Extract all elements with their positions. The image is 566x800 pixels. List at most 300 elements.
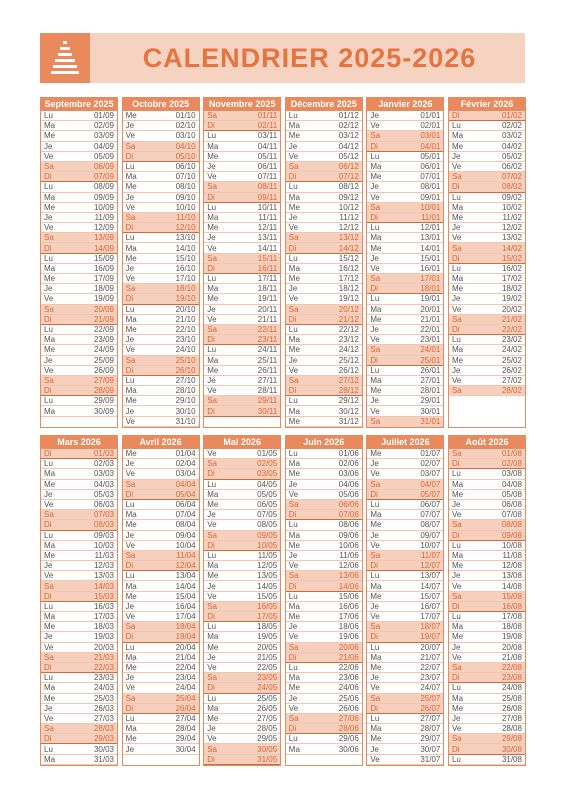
date-label: 20/08 <box>501 642 522 652</box>
weekday-label: Je <box>451 294 461 304</box>
day-row <box>204 744 280 754</box>
day-row <box>286 335 362 345</box>
date-label: 12/12 <box>338 223 359 233</box>
weekday-label: Me <box>207 500 219 510</box>
day-row <box>286 744 362 754</box>
weekday-label: Lu <box>125 642 135 652</box>
date-label: 03/01 <box>420 131 441 141</box>
day-row <box>123 264 199 274</box>
date-label: 13/05 <box>257 571 278 581</box>
weekday-label: Lu <box>207 479 217 489</box>
day-row <box>449 469 525 479</box>
date-label: 26/09 <box>93 365 114 375</box>
date-label: 12/04 <box>175 561 196 571</box>
date-label: 27/07 <box>420 713 441 723</box>
weekday-label: Lu <box>207 622 217 632</box>
weekday-label: Je <box>207 724 216 734</box>
date-label: 22/01 <box>420 325 441 335</box>
day-row <box>204 581 280 591</box>
weekday-label: Di <box>370 355 378 365</box>
weekday-label: Di <box>288 510 297 520</box>
day-row <box>123 315 199 325</box>
day-row <box>286 622 362 632</box>
weekday-label: Me <box>44 622 56 632</box>
weekday-label: Sa <box>451 314 462 324</box>
day-row <box>449 366 525 376</box>
date-label: 09/02 <box>501 192 522 202</box>
day-row <box>449 704 525 714</box>
date-label: 12/07 <box>420 561 441 571</box>
date-label: 06/01 <box>420 162 441 172</box>
date-label: 05/12 <box>338 151 359 161</box>
date-label: 24/06 <box>338 683 359 693</box>
date-label: 16/08 <box>501 601 522 611</box>
day-row <box>204 469 280 479</box>
day-row <box>41 366 117 376</box>
date-label: 26/10 <box>175 365 196 375</box>
weekday-label: Di <box>207 469 215 479</box>
weekday-label: Ma <box>125 510 137 520</box>
date-label: 30/09 <box>93 406 114 416</box>
weekday-label: Sa <box>44 375 54 385</box>
weekday-label: Lu <box>288 520 298 530</box>
day-row <box>367 193 443 203</box>
day-row <box>123 284 199 294</box>
date-label: 15/10 <box>175 253 196 263</box>
date-label: 08/11 <box>257 182 278 192</box>
date-label: 11/04 <box>176 550 196 560</box>
day-row <box>41 111 117 121</box>
day-row <box>286 714 362 724</box>
date-label: 14/03 <box>93 581 114 591</box>
date-label: 29/09 <box>93 396 114 406</box>
day-row <box>41 469 117 479</box>
weekday-label: Ve <box>125 416 135 426</box>
day-row <box>41 561 117 571</box>
day-row <box>123 366 199 376</box>
weekday-label: Je <box>370 673 379 683</box>
day-row <box>204 632 280 642</box>
date-label: 17/01 <box>420 274 441 284</box>
weekday-label: Lu <box>370 571 380 581</box>
month-name: Août 2026 <box>449 436 525 449</box>
day-row <box>204 172 280 182</box>
day-row <box>286 406 362 416</box>
day-row <box>204 734 280 744</box>
day-row <box>123 172 199 182</box>
date-label: 07/09 <box>93 172 114 182</box>
day-row <box>286 643 362 653</box>
date-label: 29/03 <box>93 734 114 744</box>
day-row <box>449 653 525 663</box>
day-row <box>123 121 199 131</box>
weekday-label: Sa <box>451 172 462 182</box>
weekday-label: Ve <box>44 571 54 581</box>
weekday-label: Me <box>44 274 56 284</box>
weekday-label: Sa <box>288 642 299 652</box>
weekday-label: Me <box>288 131 300 141</box>
date-label: 06/02 <box>501 162 522 172</box>
weekday-label: Me <box>288 540 300 550</box>
day-row <box>123 459 199 469</box>
weekday-label: Di <box>44 734 52 744</box>
date-label: 04/01 <box>420 141 441 151</box>
date-label: 13/09 <box>93 233 114 243</box>
day-row <box>41 193 117 203</box>
weekday-label: Me <box>288 345 300 355</box>
empty-row <box>41 417 117 427</box>
month-column <box>122 97 200 428</box>
day-row <box>204 223 280 233</box>
date-label: 23/09 <box>93 335 114 345</box>
weekday-label: Ma <box>44 612 56 622</box>
date-label: 31/12 <box>338 416 359 426</box>
weekday-label: Lu <box>207 345 217 355</box>
date-label: 16/02 <box>501 263 522 273</box>
date-label: 28/12 <box>338 386 359 396</box>
month-column <box>366 435 444 766</box>
date-label: 28/10 <box>175 386 196 396</box>
date-label: 21/04 <box>175 652 196 662</box>
date-label: 29/04 <box>175 734 196 744</box>
date-label: 19/04 <box>175 632 196 642</box>
date-label: 25/05 <box>257 693 278 703</box>
date-label: 06/11 <box>257 162 278 172</box>
day-row <box>204 653 280 663</box>
date-label: 19/09 <box>93 294 114 304</box>
date-label: 02/03 <box>93 459 114 469</box>
weekday-label: Sa <box>288 304 299 314</box>
date-label: 20/04 <box>175 642 196 652</box>
day-row <box>367 121 443 131</box>
date-label: 30/01 <box>420 406 441 416</box>
date-label: 18/06 <box>338 622 359 632</box>
date-label: 14/05 <box>257 581 278 591</box>
day-row <box>449 755 525 765</box>
day-row <box>123 592 199 602</box>
day-row <box>204 551 280 561</box>
day-row <box>123 274 199 284</box>
day-row <box>204 294 280 304</box>
day-row <box>449 500 525 510</box>
date-label: 05/04 <box>175 489 196 499</box>
day-row <box>123 386 199 396</box>
weekday-label: Di <box>370 212 378 222</box>
date-label: 21/11 <box>257 314 278 324</box>
weekday-label: Di <box>207 612 215 622</box>
weekday-label: Sa <box>288 500 299 510</box>
date-label: 13/07 <box>420 571 441 581</box>
date-label: 20/11 <box>257 304 278 314</box>
weekday-label: Je <box>44 355 53 365</box>
weekday-label: Lu <box>44 111 53 121</box>
month-name: Décembre 2025 <box>286 98 362 111</box>
date-label: 14/07 <box>420 581 441 591</box>
date-label: 04/08 <box>501 479 522 489</box>
day-row <box>123 551 199 561</box>
day-row <box>367 284 443 294</box>
date-label: 05/02 <box>501 151 522 161</box>
weekday-label: Ma <box>451 550 464 560</box>
month-column <box>122 435 200 766</box>
date-label: 09/01 <box>420 192 441 202</box>
date-label: 01/08 <box>501 449 522 459</box>
weekday-label: Ma <box>207 489 219 499</box>
date-label: 29/12 <box>338 396 359 406</box>
weekday-label: Me <box>370 520 382 530</box>
weekday-label: Di <box>451 673 460 683</box>
date-label: 10/01 <box>420 202 441 212</box>
day-row <box>286 162 362 172</box>
date-label: 25/02 <box>501 355 522 365</box>
weekday-label: Sa <box>370 550 381 560</box>
day-row <box>41 602 117 612</box>
weekday-label: Di <box>44 449 52 459</box>
weekday-label: Sa <box>370 345 381 355</box>
empty-row <box>449 417 525 427</box>
weekday-label: Ve <box>44 151 54 161</box>
day-row <box>204 315 280 325</box>
day-row <box>204 243 280 253</box>
day-row <box>449 111 525 121</box>
date-label: 04/09 <box>93 141 114 151</box>
empty-row <box>204 417 280 427</box>
weekday-label: Di <box>370 489 378 499</box>
weekday-label: Me <box>288 683 300 693</box>
weekday-label: Je <box>44 561 53 571</box>
date-label: 28/07 <box>420 724 441 734</box>
date-label: 22/10 <box>175 325 196 335</box>
date-label: 17/03 <box>93 612 114 622</box>
day-row <box>41 315 117 325</box>
weekday-label: Ve <box>125 612 135 622</box>
empty-row <box>123 755 199 765</box>
day-row <box>367 243 443 253</box>
day-row <box>449 643 525 653</box>
date-label: 22/04 <box>175 663 196 673</box>
date-label: 10/03 <box>93 540 114 550</box>
day-row <box>367 643 443 653</box>
date-label: 17/11 <box>257 274 278 284</box>
weekday-label: Je <box>125 335 135 345</box>
weekday-label: Sa <box>207 182 217 192</box>
day-row <box>204 325 280 335</box>
date-label: 21/03 <box>93 652 114 662</box>
day-row <box>367 704 443 714</box>
date-label: 02/01 <box>420 121 441 131</box>
date-label: 11/10 <box>176 212 196 222</box>
date-label: 28/11 <box>257 386 278 396</box>
weekday-label: Me <box>451 632 464 642</box>
weekday-label: Sa <box>44 652 54 662</box>
weekday-label: Di <box>125 703 134 713</box>
date-label: 16/11 <box>257 263 278 273</box>
day-row <box>123 643 199 653</box>
day-row <box>286 152 362 162</box>
date-label: 19/10 <box>175 294 196 304</box>
date-label: 08/08 <box>501 520 522 530</box>
date-label: 04/11 <box>257 141 278 151</box>
day-row <box>367 345 443 355</box>
day-row <box>204 345 280 355</box>
day-row <box>367 622 443 632</box>
day-row <box>41 294 117 304</box>
date-label: 18/03 <box>93 622 114 632</box>
date-label: 22/09 <box>93 325 114 335</box>
day-row <box>367 325 443 335</box>
date-label: 26/05 <box>257 703 278 713</box>
date-label: 03/03 <box>93 469 114 479</box>
date-label: 08/09 <box>93 182 114 192</box>
weekday-label: Je <box>44 141 53 151</box>
day-row <box>449 142 525 152</box>
date-label: 05/08 <box>501 489 522 499</box>
day-row <box>41 284 117 294</box>
date-label: 19/07 <box>420 632 441 642</box>
date-label: 10/08 <box>501 540 522 550</box>
weekday-label: Sa <box>451 449 462 459</box>
weekday-label: Di <box>451 744 460 754</box>
weekday-label: Je <box>125 673 135 683</box>
weekday-label: Di <box>44 386 52 396</box>
weekday-label: Di <box>288 581 297 591</box>
weekday-label: Di <box>125 365 134 375</box>
date-label: 07/06 <box>338 510 359 520</box>
weekday-label: Ve <box>288 561 299 571</box>
day-row <box>204 356 280 366</box>
weekday-label: Di <box>451 601 460 611</box>
day-row <box>449 305 525 315</box>
date-label: 14/01 <box>420 243 441 253</box>
date-label: 16/04 <box>175 601 196 611</box>
weekday-label: Sa <box>207 253 217 263</box>
weekday-label: Di <box>370 141 378 151</box>
date-label: 28/03 <box>93 724 114 734</box>
day-row <box>204 480 280 490</box>
date-label: 12/10 <box>175 223 196 233</box>
date-label: 08/07 <box>420 520 441 530</box>
weekday-label: Ma <box>288 744 300 754</box>
day-row <box>286 469 362 479</box>
day-row <box>123 131 199 141</box>
date-label: 28/02 <box>501 386 522 396</box>
weekday-label: Ve <box>207 386 217 396</box>
date-label: 25/01 <box>420 355 441 365</box>
day-row <box>367 581 443 591</box>
day-row <box>449 131 525 141</box>
weekday-label: Ma <box>451 202 464 212</box>
date-label: 29/10 <box>175 396 196 406</box>
day-row <box>449 663 525 673</box>
weekday-label: Di <box>288 243 297 253</box>
weekday-label: Lu <box>207 693 217 703</box>
day-row <box>204 264 280 274</box>
day-row <box>286 325 362 335</box>
date-label: 19/12 <box>338 294 359 304</box>
weekday-label: Sa <box>125 693 136 703</box>
day-row <box>367 162 443 172</box>
weekday-label: Di <box>370 632 378 642</box>
date-label: 18/04 <box>175 622 196 632</box>
weekday-label: Je <box>207 652 216 662</box>
day-row <box>204 694 280 704</box>
date-label: 03/04 <box>175 469 196 479</box>
weekday-label: Ma <box>451 274 464 284</box>
date-label: 23/02 <box>501 335 522 345</box>
day-row <box>286 592 362 602</box>
day-row <box>41 632 117 642</box>
day-row <box>449 490 525 500</box>
day-row <box>123 520 199 530</box>
date-label: 26/12 <box>338 365 359 375</box>
date-label: 28/08 <box>501 724 522 734</box>
date-label: 21/08 <box>501 652 522 662</box>
weekday-label: Me <box>125 520 137 530</box>
weekday-label: Je <box>44 212 53 222</box>
weekday-label: Je <box>288 622 298 632</box>
day-row <box>367 541 443 551</box>
date-label: 02/10 <box>175 121 196 131</box>
weekday-label: Ma <box>370 724 382 734</box>
day-row <box>367 632 443 642</box>
weekday-label: Sa <box>125 141 136 151</box>
weekday-label: Ma <box>44 263 56 273</box>
date-label: 27/01 <box>420 375 441 385</box>
date-label: 09/12 <box>338 192 359 202</box>
day-row <box>204 284 280 294</box>
day-row <box>286 551 362 561</box>
date-label: 30/05 <box>257 744 278 754</box>
weekday-label: Lu <box>451 612 461 622</box>
weekday-label: Me <box>44 550 56 560</box>
weekday-label: Je <box>288 355 298 365</box>
weekday-label: Je <box>451 500 461 510</box>
date-label: 19/05 <box>257 632 278 642</box>
weekday-label: Ve <box>207 520 217 530</box>
day-row <box>123 602 199 612</box>
weekday-label: Me <box>288 416 300 426</box>
date-label: 11/03 <box>94 550 114 560</box>
weekday-label: Di <box>451 530 460 540</box>
weekday-label: Me <box>451 141 464 151</box>
weekday-label: Ma <box>370 581 382 591</box>
day-row <box>123 694 199 704</box>
day-row <box>204 724 280 734</box>
date-label: 03/07 <box>420 469 441 479</box>
date-label: 16/12 <box>338 263 359 273</box>
weekday-label: Lu <box>125 375 135 385</box>
weekday-label: Lu <box>44 459 53 469</box>
date-label: 13/02 <box>501 233 522 243</box>
weekday-label: Sa <box>125 622 136 632</box>
day-row <box>367 417 443 427</box>
day-row <box>286 449 362 459</box>
day-row <box>41 531 117 541</box>
date-label: 30/10 <box>175 406 196 416</box>
weekday-label: Ve <box>288 703 299 713</box>
weekday-label: Lu <box>44 673 53 683</box>
date-label: 10/02 <box>501 202 522 212</box>
date-label: 17/12 <box>338 274 359 284</box>
day-row <box>204 500 280 510</box>
weekday-label: Ma <box>207 632 219 642</box>
date-label: 26/04 <box>175 703 196 713</box>
weekday-label: Me <box>370 734 382 744</box>
weekday-label: Lu <box>288 182 298 192</box>
weekday-label: Je <box>125 192 135 202</box>
weekday-label: Je <box>44 632 53 642</box>
weekday-label: Ve <box>451 162 462 172</box>
